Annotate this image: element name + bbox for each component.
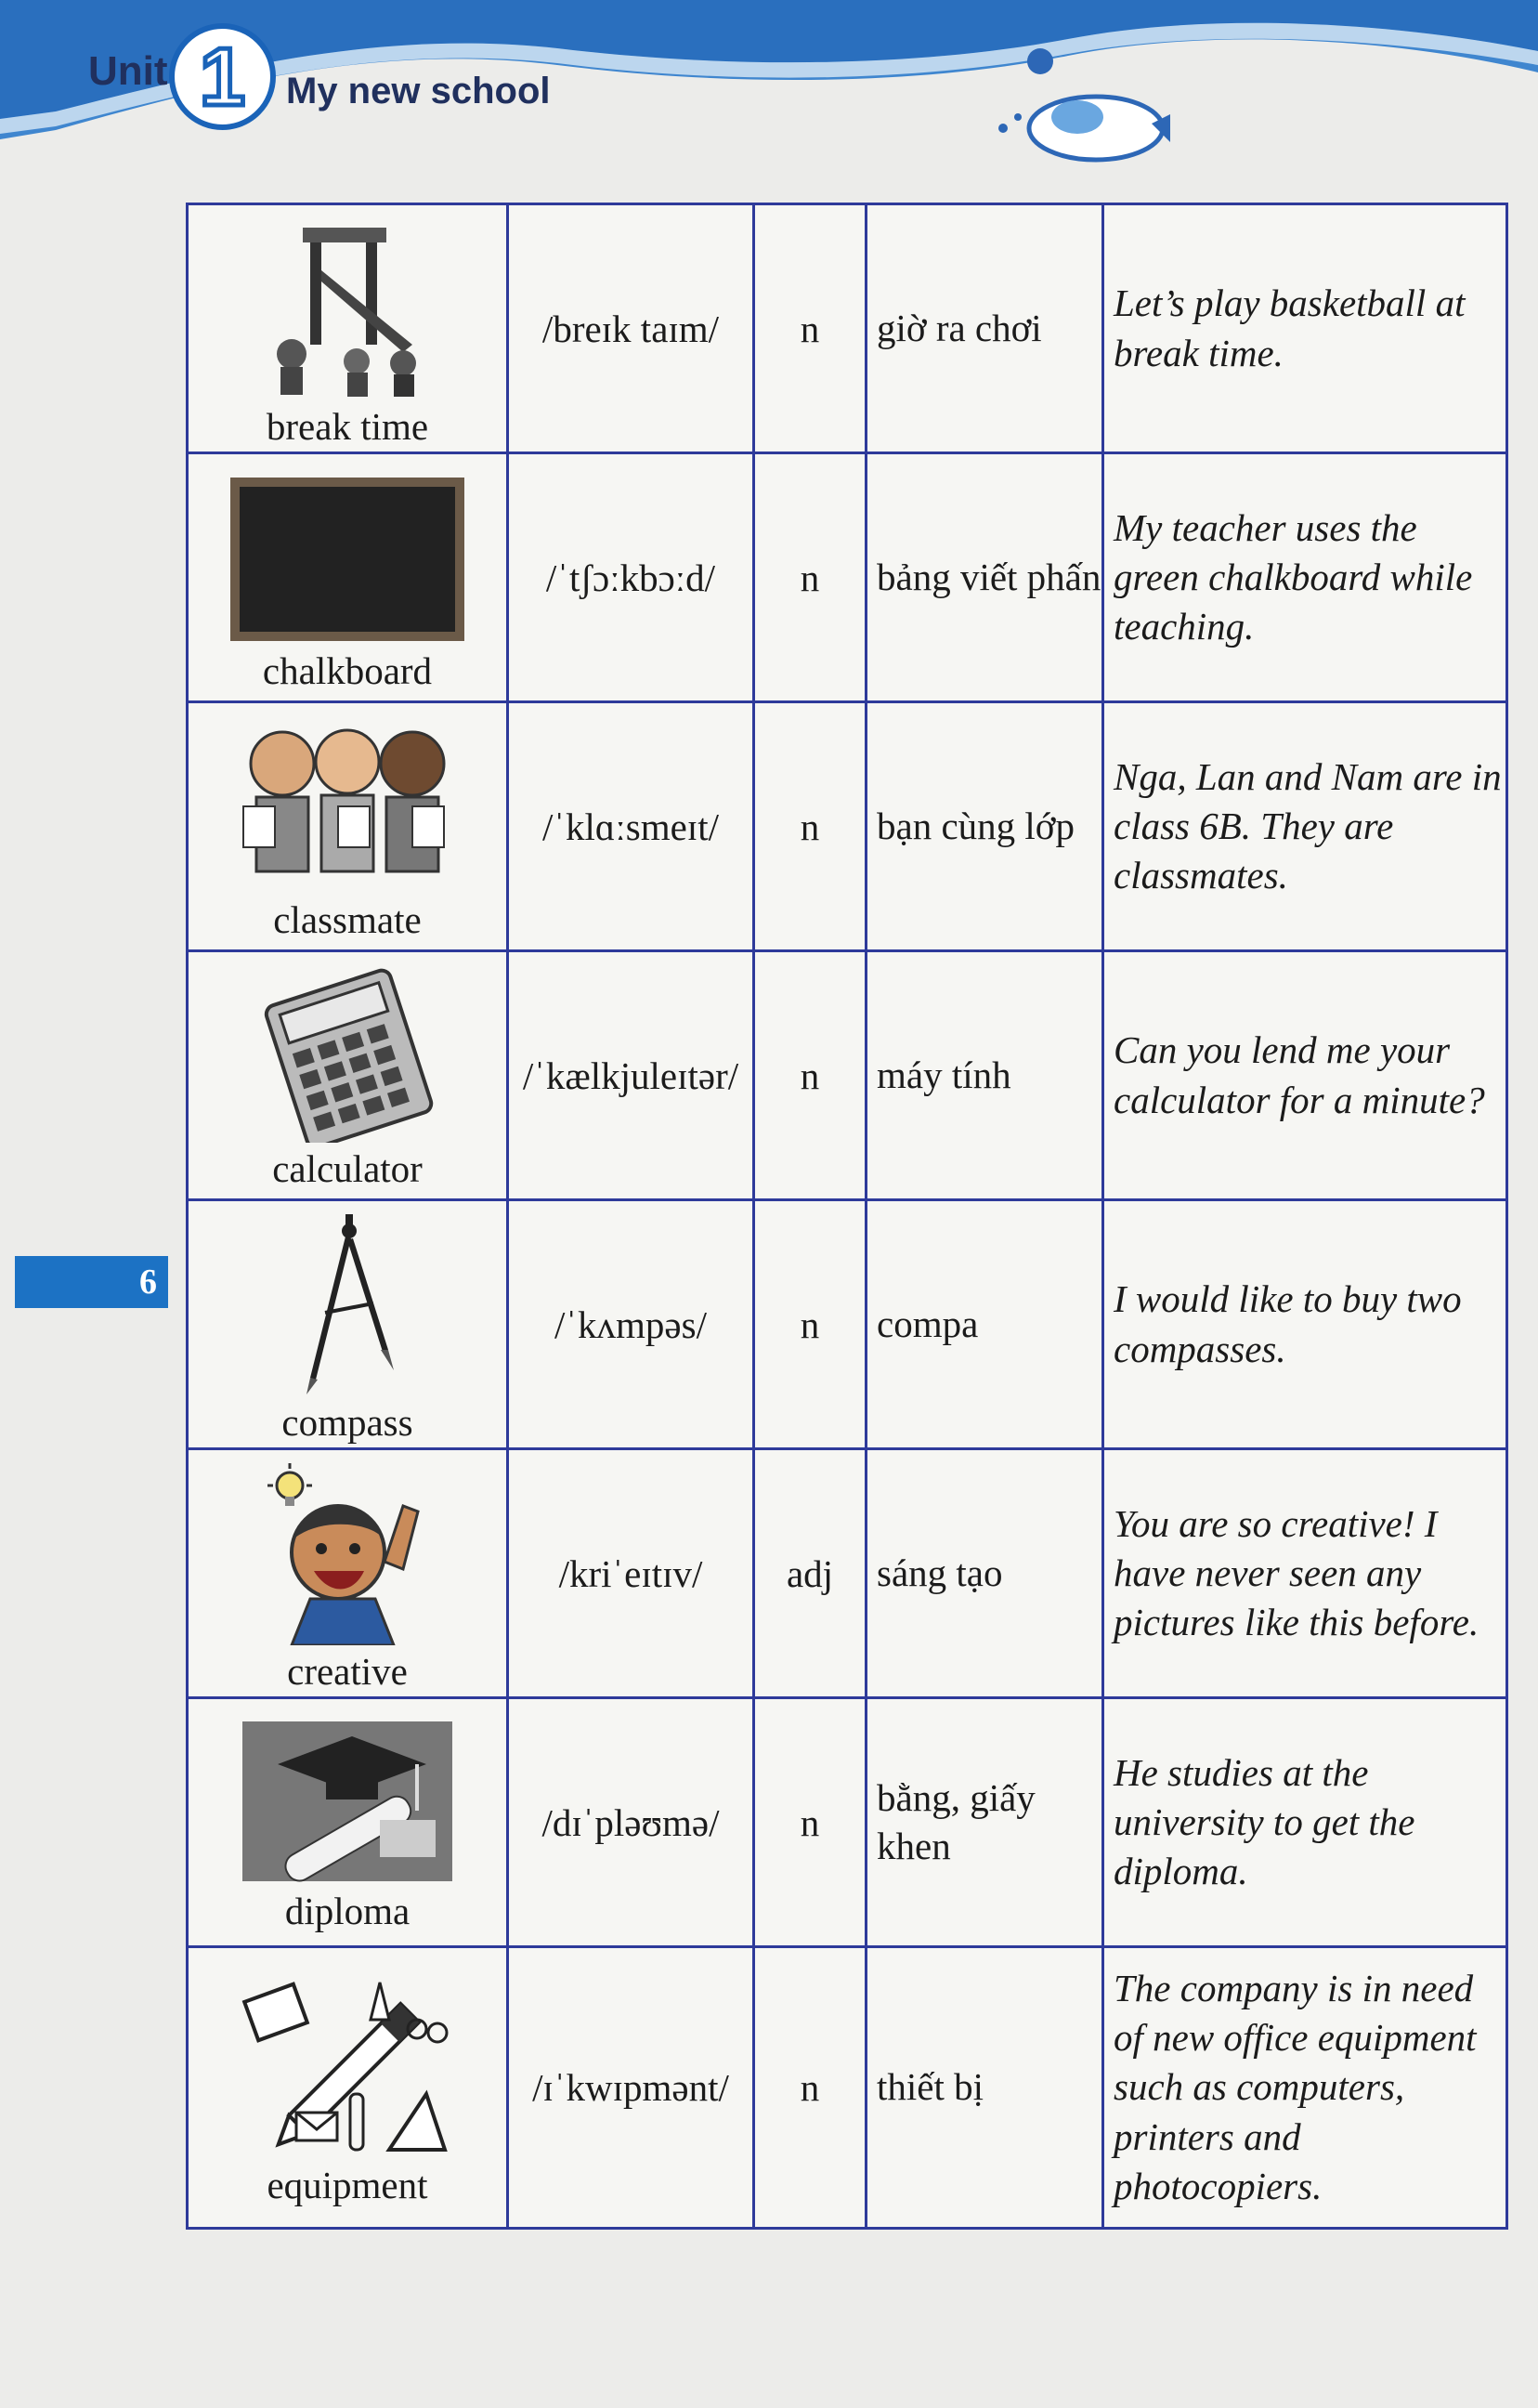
example-cell: I would like to buy two compasses. [1103,1200,1507,1449]
word-type-cell: adj [754,1449,867,1698]
example-cell: Can you lend me your calculator for a minute? [1103,951,1507,1200]
pronunciation-cell: /dɪˈpləʊmə/ [508,1698,754,1947]
meaning-cell: thiết bị [867,1947,1103,2229]
pronunciation-cell: /ˈklɑːsmeɪt/ [508,702,754,951]
picture-cell [188,1698,508,1947]
meaning-cell: bằng, giấy khen [867,1698,1103,1947]
word-type-cell: n [754,1698,867,1947]
word-type-cell: n [754,1947,867,2229]
chalkboard-icon [227,468,468,645]
word-type-cell: n [754,1200,867,1449]
example-cell: My teacher uses the green chalkboard while teaching. [1103,453,1507,702]
unit-header-banner [0,0,1538,177]
pronunciation-cell: /kriˈeɪtɪv/ [508,1449,754,1698]
boy-idea-lightbulb-icon [254,1459,440,1645]
picture-cell [188,453,508,702]
vocabulary-word: classmate [273,897,422,941]
pronunciation-cell: /ˈkʌmpəs/ [508,1200,754,1449]
example-cell: Nga, Lan and Nam are in class 6B. They are classmates. [1103,702,1507,951]
drawing-compass-icon [273,1211,422,1396]
pronunciation-cell: /ɪˈkwɪpmənt/ [508,1947,754,2229]
playground-children-icon [254,215,440,400]
meaning-cell: giờ ra chơi [867,204,1103,453]
meaning-cell: sáng tạo [867,1449,1103,1698]
vocabulary-word: creative [287,1649,408,1693]
picture-cell [188,951,508,1200]
vocabulary-word: compass [281,1400,413,1444]
rocket-icon [984,35,1170,175]
calculator-icon [254,966,440,1143]
picture-cell [188,1947,508,2229]
page-number: 6 [139,1263,157,1302]
vocabulary-word: calculator [272,1146,423,1190]
graduation-cap-diploma-icon [241,1718,454,1885]
vocabulary-word: chalkboard [262,648,433,692]
vocabulary-word: diploma [284,1889,411,1932]
page-number-tab [15,1256,168,1308]
meaning-cell: compa [867,1200,1103,1449]
table-row [188,204,1507,453]
example-cell: Let’s play basketball at break time. [1103,204,1507,453]
meaning-cell: bảng viết phấn [867,453,1103,702]
pronunciation-cell: /breɪk taɪm/ [508,204,754,453]
unit-number: 1 [200,30,245,123]
pronunciation-cell: /ˈtʃɔːkbɔːd/ [508,453,754,702]
table-row [188,702,1507,951]
unit-label: Unit [88,48,168,94]
vocabulary-table [186,203,1508,2230]
pronunciation-cell: /ˈkælkjuleɪtər/ [508,951,754,1200]
word-type-cell: n [754,951,867,1200]
meaning-cell: máy tính [867,951,1103,1200]
word-type-cell: n [754,453,867,702]
picture-cell [188,702,508,951]
table-row [188,1449,1507,1698]
table-row [188,453,1507,702]
unit-title: My new school [286,71,551,111]
word-type-cell: n [754,204,867,453]
children-group-icon [236,717,459,894]
vocabulary-word: break time [266,404,429,448]
table-row [188,1200,1507,1449]
picture-cell [188,204,508,453]
picture-cell [188,1200,508,1449]
table-row [188,1947,1507,2229]
meaning-cell: bạn cùng lớp [867,702,1103,951]
example-cell: The company is in need of new office equipment such as computers, printers and photocopiers. [1103,1947,1507,2229]
word-type-cell: n [754,702,867,951]
table-row [188,951,1507,1200]
table-row [188,1698,1507,1947]
example-cell: He studies at the university to get the diploma. [1103,1698,1507,1947]
example-cell: You are so creative! I have never seen any pictures like this before. [1103,1449,1507,1698]
vocabulary-word: equipment [267,2164,428,2206]
stationery-icon [241,1973,454,2159]
picture-cell [188,1449,508,1698]
unit-number-badge [169,23,276,130]
